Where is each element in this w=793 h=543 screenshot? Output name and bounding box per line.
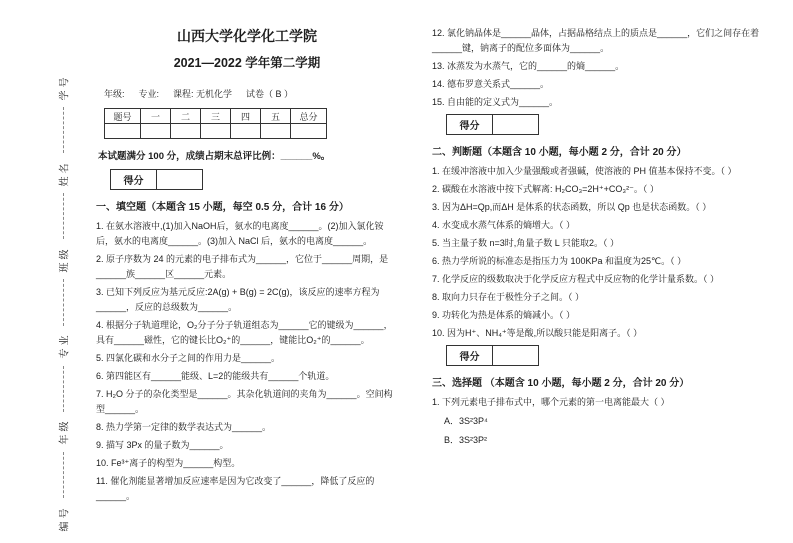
school-title: 山西大学化学化工学院	[177, 28, 317, 44]
question: 8. 热力学第一定律的数学表达式为______。	[96, 422, 272, 432]
rail-label-number: 编号	[59, 505, 71, 532]
paper-meta	[104, 87, 398, 100]
question: 7. 化学反应的级数取决于化学反应方程式中反应物的化学计量系数。（ ）	[432, 274, 720, 284]
section1-score-box	[110, 169, 203, 190]
score-box-label: 得分	[447, 115, 493, 135]
question: 6. 热力学所说的标准态是指压力为 100KPa 和温度为25℃。（ ）	[432, 256, 687, 266]
section3-title: 三、选择题 （本题含 10 小题，每小题 2 分，合计 20 分）	[432, 378, 690, 389]
course-label: 课程: 无机化学	[173, 89, 233, 99]
binding-rail	[46, 70, 80, 535]
question: 4. 水变成水蒸气体系的熵增大。（ ）	[432, 220, 576, 230]
score-header-cell: 五	[261, 109, 291, 124]
score-header-cell: 题号	[105, 109, 141, 124]
section2-score-box	[446, 114, 539, 135]
question: 1. 在氨水溶液中,(1)加入NaOH后，氨水的电离度______。(2)加入氯化铵后，氨水的电离度______。(3)加入 NaCl 后，氨水的电离度______。	[96, 221, 384, 246]
rail-label-class: 班级	[59, 246, 71, 273]
question: 2. 原子序数为 24 的元素的电子排布式为______，它位于______周期，是______族______区______元素。	[96, 254, 389, 279]
question: 3. 已知下列反应为基元反应:2A(g) + B(g) = 2C(g)，该反应的速率方程为______，反应的总级数为______。	[96, 287, 380, 312]
option-b: B．3S²3P²	[444, 435, 488, 445]
question: 5. 当主量子数 n=3时,角量子数 L 只能取2。（ ）	[432, 238, 619, 248]
score-box-blank	[493, 346, 539, 366]
score-header-cell: 总分	[291, 109, 327, 124]
score-empty-cell	[105, 124, 141, 139]
question: 1. 下列元素电子排布式中，哪个元素的第一电离能最大（ ）	[432, 397, 670, 407]
rail-divider	[63, 193, 64, 239]
rail-label-student-id: 学号	[59, 74, 71, 100]
question: 15. 自由能的定义式为______。	[432, 97, 559, 107]
question: 7. H₂O 分子的杂化类型是______。其杂化轨道间的夹角为______。空间构型______。	[96, 389, 393, 414]
question: 10. Fe³⁺离子的构型为______构型。	[96, 458, 241, 468]
rail-divider	[63, 107, 64, 153]
question: 9. 描写 3Px 的量子数为______。	[96, 440, 229, 450]
question: 14. 德布罗意关系式______。	[432, 79, 550, 89]
grade-label: 年级:	[104, 89, 125, 99]
question: 10. 因为H⁺、NH₄⁺等是酸,所以酸只能是阳离子。（ ）	[432, 328, 643, 338]
score-empty-cell	[141, 124, 171, 139]
score-header-cell: 一	[141, 109, 171, 124]
question: 12. 氯化钠晶体是______晶体，占据晶格结点上的质点是______，它们之间存在着______键，钠离子的配位多面体为______。	[432, 28, 760, 53]
right-column	[432, 26, 774, 452]
section2-title: 二、判断题（本题含 10 小题，每小题 2 分，合计 20 分）	[432, 147, 687, 158]
rail-label-major: 专业	[59, 332, 71, 359]
rail-divider	[63, 366, 64, 412]
question: 4. 根据分子轨道理论，O₂分子分子轨道组态为______它的键级为______，具有______磁性，它的键长比O₂⁺的______，键能比O₂⁺的______。	[96, 320, 393, 345]
score-box-label: 得分	[447, 346, 493, 366]
rail-divider	[63, 452, 64, 498]
option-a: A．3S²3P⁴	[444, 416, 488, 426]
score-box-blank	[157, 170, 203, 190]
score-empty-cell	[171, 124, 201, 139]
rail-divider	[63, 279, 64, 325]
score-box-label: 得分	[111, 170, 157, 190]
score-summary-table	[104, 108, 327, 139]
question: 1. 在缓冲溶液中加入少量强酸或者强碱，使溶液的 PH 值基本保持不变。（ ）	[432, 166, 737, 176]
question: 8. 取向力只存在于极性分子之间。（ ）	[432, 292, 585, 302]
question: 11. 催化剂能显著增加反应速率是因为它改变了______，降低了反应的______。	[96, 476, 375, 501]
score-empty-cell	[231, 124, 261, 139]
question: 2. 碳酸在水溶液中按下式解离: H₂CO₃=2H⁺+CO₃²⁻。（ ）	[432, 184, 659, 194]
question: 3. 因为ΔH=Qp,而ΔH 是体系的状态函数，所以 Qp 也是状态函数。（ ）	[432, 202, 712, 212]
paper-version-label: 试卷（ B ）	[246, 89, 294, 99]
left-column	[96, 26, 398, 507]
semester-title: 2021—2022 学年第二学期	[173, 56, 321, 70]
score-header-cell: 二	[171, 109, 201, 124]
section3-score-box	[446, 345, 539, 366]
score-empty-cell	[291, 124, 327, 139]
rail-label-grade: 年级	[59, 418, 71, 445]
question: 5. 四氯化碳和水分子之间的作用力是______。	[96, 353, 281, 363]
question: 13. 冰蒸发为水蒸气，它的______的熵______。	[432, 61, 625, 71]
score-empty-cell	[201, 124, 231, 139]
total-score-note: 本试题满分 100 分，成绩占期末总评比例：______%。	[98, 151, 331, 162]
question: 6. 第四能区有______能级、L=2的能级共有______个轨道。	[96, 371, 335, 381]
score-empty-cell	[261, 124, 291, 139]
score-header-cell: 四	[231, 109, 261, 124]
score-header-cell: 三	[201, 109, 231, 124]
rail-label-name: 姓名	[59, 160, 71, 187]
question: 9. 功转化为热是体系的熵减小。（ ）	[432, 310, 576, 320]
major-label: 专业:	[138, 89, 160, 99]
section1-title: 一、填空题（本题含 15 小题，每空 0.5 分，合计 16 分）	[96, 202, 349, 213]
score-box-blank	[493, 115, 539, 135]
